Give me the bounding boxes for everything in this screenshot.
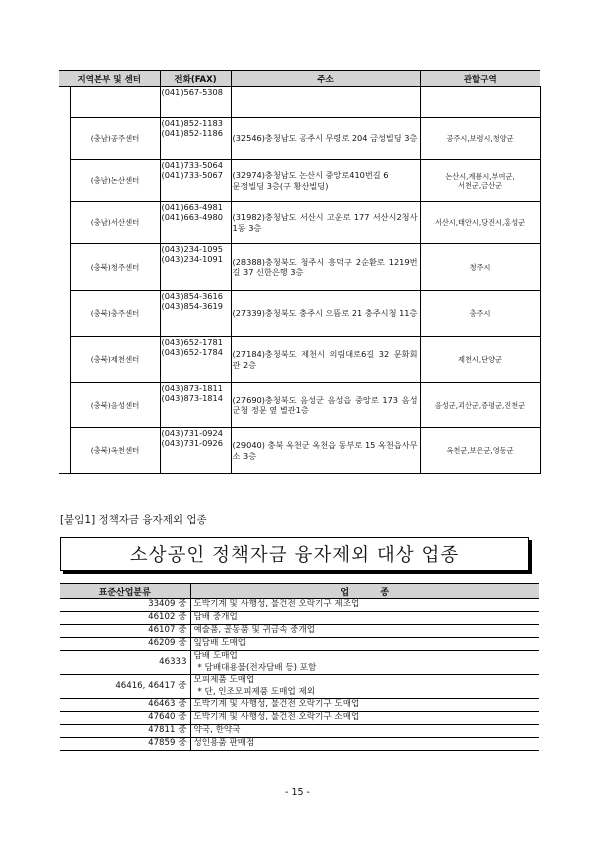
table-row: [60, 612, 539, 625]
center-address: (28388)충청북도 청주시 흥덕구 2순환로 1219번길 37 신한은행 3층: [231, 244, 420, 291]
industry-code: 46107 중: [60, 625, 190, 638]
table-row: [59, 160, 540, 202]
center-phone: (041)852-1183 (041)852-1186: [160, 118, 231, 160]
industry-code: 33409 중: [60, 599, 190, 612]
center-phone: (043)234-1095 (043)234-1091: [160, 244, 231, 291]
industry-entry: [190, 651, 539, 675]
appendix-title: 소상공인 정책자금 융자제외 대상 업종: [129, 545, 460, 566]
table-row: [59, 244, 540, 291]
industry-code: 46102 중: [60, 612, 190, 625]
appendix-title-box: [60, 537, 529, 571]
header-phone: 전화(FAX): [160, 71, 231, 87]
table-row: [59, 337, 540, 383]
industry-name: 도박기계 및 사행성, 불건전 오락기구 제조업: [190, 599, 539, 612]
center-contact-table: [59, 70, 541, 474]
center-phone: (043)652-1781 (043)652-1784: [160, 337, 231, 383]
industry-code: 46416, 46417 중: [60, 675, 190, 699]
center-address: (32546)충청남도 공주시 무령로 204 금성빌딩 3층: [231, 118, 420, 160]
center-address: (31982)충청남도 서산시 고운로 177 서산시2청사 1동 3층: [231, 202, 420, 244]
industry-code: 46463 중: [60, 699, 190, 712]
industry-entry: [190, 675, 539, 699]
header-industry-code: 표준산업분류: [60, 584, 190, 599]
industry-name: 성인용품 판매점: [190, 738, 539, 751]
table-row: [60, 738, 539, 751]
center-address: (29040) 충북 옥천군 옥천읍 동부로 15 옥천읍사무소 3층: [231, 428, 420, 474]
center-phone: (041)663-4981 (041)663-4980: [160, 202, 231, 244]
center-name: (충북)충주센터: [70, 291, 160, 337]
industry-code: 46209 중: [60, 638, 190, 651]
center-phone: (043)731-0924 (043)731-0926: [160, 428, 231, 474]
center-phone: (043)854-3616 (043)854-3619: [160, 291, 231, 337]
table-row: [59, 87, 540, 118]
header-address: 주소: [231, 71, 420, 87]
center-jurisdiction: 청주시: [420, 244, 540, 291]
center-jurisdiction: 논산시,계룡시,부여군, 서천군,금산군: [420, 160, 540, 202]
industry-code: 47811 중: [60, 725, 190, 738]
page-number: - 15 -: [285, 787, 310, 798]
table-row: [59, 202, 540, 244]
center-name: [70, 87, 160, 118]
industry-code: 46333: [60, 651, 190, 675]
industry-name: 모피제품 도매업: [193, 675, 255, 685]
center-name: (충북)제천센터: [70, 337, 160, 383]
center-phone: (041)567-5308: [160, 87, 231, 118]
center-address: (27184)충청북도 제천시 의림대로6길 32 문화회관 2층: [231, 337, 420, 383]
center-jurisdiction: 옥천군,보은군,영동군: [420, 428, 540, 474]
industry-table-header: [60, 584, 539, 599]
center-jurisdiction: 충주시: [420, 291, 540, 337]
center-address: (27690)충청북도 음성군 음성읍 중앙로 173 음성군청 정문 옆 별관1층: [231, 383, 420, 428]
center-name: (충남)논산센터: [70, 160, 160, 202]
industry-name: 도박기계 및 사행성, 불건전 오락기구 도매업: [190, 699, 539, 712]
center-jurisdiction: 공주시,보령시,청양군: [420, 118, 540, 160]
center-name: (충북)옥천센터: [70, 428, 160, 474]
industry-name: 약국, 한약국: [190, 725, 539, 738]
industry-note: * 단, 인조모피제품 도매업 제외: [197, 686, 316, 697]
center-jurisdiction: 제천시,단양군: [420, 337, 540, 383]
center-address: (32974)충청남도 논산시 중앙로410번길 6 문정빌딩 3층(구 황산빌딩): [231, 160, 420, 202]
table-row: [59, 291, 540, 337]
table-row: [60, 599, 539, 612]
appendix-label: [붙임1] 정책자금 융자제외 업종: [60, 514, 207, 526]
center-name: (충북)청주센터: [70, 244, 160, 291]
table-row: [60, 712, 539, 725]
table-row: [60, 699, 539, 712]
header-region-center: 지역본부 및 센터: [59, 71, 160, 87]
table-row: [59, 118, 540, 160]
header-industry-name: 업 종: [190, 584, 539, 599]
center-jurisdiction: 음성군,괴산군,증평군,진천군: [420, 383, 540, 428]
center-address: [231, 87, 420, 118]
industry-note: * 담배대용물(전자담배 등) 포함: [197, 662, 317, 673]
industry-code: 47640 중: [60, 712, 190, 725]
center-name: (충남)공주센터: [70, 118, 160, 160]
table-row: [60, 638, 539, 651]
table-row: [59, 383, 540, 428]
center-jurisdiction: [420, 87, 540, 118]
industry-name: 도박기계 및 사행성, 불건전 오락기구 소매업: [190, 712, 539, 725]
table-row: [60, 651, 539, 675]
table-row: [60, 625, 539, 638]
center-phone: (043)873-1811 (043)873-1814: [160, 383, 231, 428]
industry-name: 담배 중개업: [190, 612, 539, 625]
header-jurisdiction: 관할구역: [420, 71, 540, 87]
industry-name: 예술품, 골동품 및 귀금속 중개업: [190, 625, 539, 638]
center-table-header: [59, 71, 540, 87]
center-name: (충북)음성센터: [70, 383, 160, 428]
center-address: (27339)충청북도 충주시 으뜸로 21 충주시청 11층: [231, 291, 420, 337]
industry-name: 담배 도매업: [193, 651, 238, 661]
center-phone: (041)733-5064 (041)733-5067: [160, 160, 231, 202]
center-name: (충남)서산센터: [70, 202, 160, 244]
excluded-industry-table: [60, 583, 539, 751]
table-row: [59, 428, 540, 474]
table-row: [60, 725, 539, 738]
industry-code: 47859 중: [60, 738, 190, 751]
center-jurisdiction: 서산시,태안시,당진시,홍성군: [420, 202, 540, 244]
industry-name: 잎담배 도매업: [190, 638, 539, 651]
table-row: [60, 675, 539, 699]
